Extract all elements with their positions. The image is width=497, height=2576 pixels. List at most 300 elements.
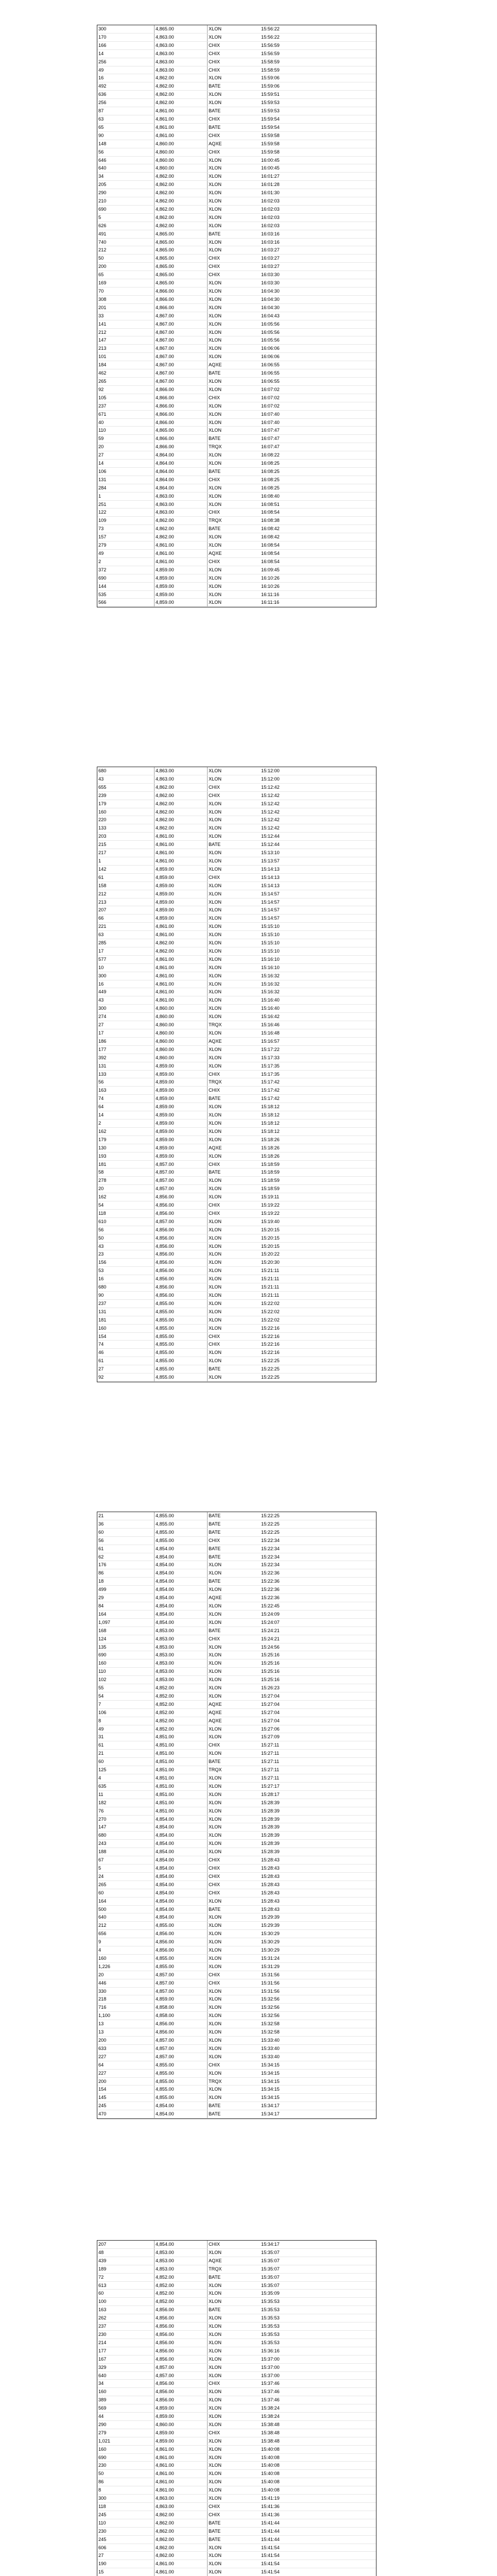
volume-cell: 221 (97, 923, 155, 931)
table-row (97, 173, 376, 181)
table-row (97, 271, 376, 279)
venue-cell: CHIX (208, 271, 261, 279)
venue-cell: XLON (208, 582, 261, 590)
price-cell: 4,855.00 (155, 1299, 208, 1308)
volume-cell: 646 (97, 156, 155, 164)
venue-cell: XLON (208, 402, 261, 410)
time-cell: 15:14:13 (260, 873, 376, 882)
volume-cell: 60 (97, 2290, 155, 2298)
table-row (97, 955, 376, 963)
venue-cell: CHIX (208, 783, 261, 791)
table-row (97, 550, 376, 558)
price-cell: 4,859.00 (155, 1144, 208, 1152)
table-row (97, 509, 376, 517)
volume-cell: 60 (97, 1758, 155, 1766)
price-cell: 4,854.00 (155, 1880, 208, 1889)
time-cell: 15:35:07 (260, 2257, 376, 2265)
venue-cell: XLON (208, 1259, 261, 1267)
venue-cell: XLON (208, 1610, 261, 1618)
time-cell: 15:28:43 (260, 1897, 376, 1905)
price-cell: 4,855.00 (155, 1922, 208, 1930)
volume-cell: 27 (97, 2552, 155, 2560)
price-cell: 4,859.00 (155, 1078, 208, 1087)
time-cell: 15:41:44 (260, 2527, 376, 2535)
price-cell: 4,862.00 (155, 181, 208, 189)
volume-cell: 118 (97, 2503, 155, 2511)
venue-cell: XLON (208, 824, 261, 833)
volume-cell: 210 (97, 197, 155, 206)
time-cell: 15:22:36 (260, 1586, 376, 1594)
time-cell: 15:34:15 (260, 2069, 376, 2077)
venue-cell: AQXE (208, 361, 261, 369)
trades-table (97, 767, 376, 1382)
price-cell: 4,857.00 (155, 2363, 208, 2371)
venue-cell: XLON (208, 2044, 261, 2053)
table-row (97, 1299, 376, 1308)
time-cell: 15:28:43 (260, 1856, 376, 1865)
price-cell: 4,853.00 (155, 2248, 208, 2257)
table-row (97, 2338, 376, 2347)
table-row (97, 1995, 376, 2004)
volume-cell: 61 (97, 873, 155, 882)
price-cell: 4,859.00 (155, 882, 208, 890)
venue-cell: XLON (208, 1152, 261, 1160)
time-cell: 15:25:16 (260, 1676, 376, 1684)
price-cell: 4,866.00 (155, 402, 208, 410)
price-cell: 4,862.00 (155, 2519, 208, 2527)
venue-cell: XLON (208, 1185, 261, 1193)
price-cell: 4,856.00 (155, 1226, 208, 1234)
time-cell: 15:59:53 (260, 107, 376, 115)
price-cell: 4,861.00 (155, 980, 208, 988)
venue-cell: XLON (208, 890, 261, 898)
price-cell: 4,855.00 (155, 1962, 208, 1971)
time-cell: 15:28:39 (260, 1832, 376, 1840)
volume-cell: 215 (97, 841, 155, 849)
time-cell: 15:27:11 (260, 1741, 376, 1750)
volume-cell: 110 (97, 427, 155, 435)
venue-cell: XLON (208, 988, 261, 996)
venue-cell: XLON (208, 1774, 261, 1783)
volume-cell: 109 (97, 517, 155, 525)
venue-cell: XLON (208, 1930, 261, 1938)
venue-cell: XLON (208, 2086, 261, 2094)
venue-cell: CHIX (208, 115, 261, 123)
venue-cell: XLON (208, 2020, 261, 2028)
price-cell: 4,855.00 (155, 1341, 208, 1349)
venue-cell: XLON (208, 1897, 261, 1905)
venue-cell: BATE (208, 1365, 261, 1374)
time-cell: 16:06:55 (260, 369, 376, 378)
volume-cell: 56 (97, 1536, 155, 1545)
venue-cell: XLON (208, 222, 261, 230)
price-cell: 4,854.00 (155, 1864, 208, 1872)
price-cell: 4,867.00 (155, 345, 208, 353)
volume-cell: 84 (97, 1602, 155, 1610)
time-cell: 15:30:29 (260, 1938, 376, 1946)
venue-cell: XLON (208, 2396, 261, 2404)
venue-cell: XLON (208, 2363, 261, 2371)
venue-cell: XLON (208, 1643, 261, 1651)
table-row (97, 230, 376, 238)
time-cell: 15:37:46 (260, 2380, 376, 2388)
volume-cell: 300 (97, 2495, 155, 2503)
table-row (97, 2519, 376, 2527)
time-cell: 15:20:15 (260, 1242, 376, 1250)
venue-cell: XLON (208, 1659, 261, 1668)
table-row (97, 1250, 376, 1259)
venue-cell: BATE (208, 1520, 261, 1528)
price-cell: 4,866.00 (155, 418, 208, 427)
volume-cell: 218 (97, 1995, 155, 2004)
time-cell: 16:03:30 (260, 279, 376, 287)
table-row (97, 1872, 376, 1880)
table-row (97, 2248, 376, 2257)
venue-cell: XLON (208, 1234, 261, 1242)
time-cell: 15:16:42 (260, 1013, 376, 1021)
price-cell: 4,862.00 (155, 824, 208, 833)
trades-table (97, 1512, 376, 2119)
table-row (97, 1733, 376, 1741)
price-cell: 4,859.00 (155, 1119, 208, 1127)
time-cell: 15:37:46 (260, 2388, 376, 2396)
trade-table-block-1 (97, 25, 376, 607)
volume-cell: 610 (97, 1217, 155, 1226)
price-cell: 4,857.00 (155, 1987, 208, 1995)
table-row (97, 2396, 376, 2404)
table-row (97, 2568, 376, 2576)
venue-cell: CHIX (208, 2241, 261, 2248)
time-cell: 15:31:56 (260, 1979, 376, 1987)
time-cell: 16:02:03 (260, 197, 376, 206)
volume-cell: 74 (97, 1341, 155, 1349)
time-cell: 15:18:26 (260, 1152, 376, 1160)
time-cell: 15:38:48 (260, 2429, 376, 2437)
table-row (97, 1242, 376, 1250)
price-cell: 4,856.00 (155, 1250, 208, 1259)
volume-cell: 58 (97, 1168, 155, 1177)
venue-cell: XLON (208, 2495, 261, 2503)
price-cell: 4,861.00 (155, 2568, 208, 2576)
table-row (97, 2044, 376, 2053)
time-cell: 15:25:16 (260, 1659, 376, 1668)
table-row (97, 402, 376, 410)
table-row (97, 2330, 376, 2338)
time-cell: 16:03:27 (260, 246, 376, 255)
volume-cell: 9 (97, 1938, 155, 1946)
price-cell: 4,859.00 (155, 1111, 208, 1120)
time-cell: 15:12:42 (260, 824, 376, 833)
price-cell: 4,854.00 (155, 1905, 208, 1913)
time-cell: 15:18:12 (260, 1119, 376, 1127)
volume-cell: 716 (97, 2004, 155, 2012)
time-cell: 15:32:58 (260, 2028, 376, 2037)
table-row (97, 2420, 376, 2429)
venue-cell: XLON (208, 2544, 261, 2552)
time-cell: 15:22:02 (260, 1308, 376, 1316)
price-cell: 4,861.00 (155, 841, 208, 849)
volume-cell: 7 (97, 1700, 155, 1708)
venue-cell: CHIX (208, 873, 261, 882)
table-row (97, 2020, 376, 2028)
price-cell: 4,862.00 (155, 222, 208, 230)
time-cell: 16:07:47 (260, 443, 376, 451)
volume-cell: 274 (97, 1013, 155, 1021)
table-row (97, 923, 376, 931)
volume-cell: 60 (97, 1889, 155, 1897)
venue-cell: CHIX (208, 148, 261, 156)
venue-cell: BATE (208, 2527, 261, 2535)
price-cell: 4,856.00 (155, 2028, 208, 2037)
time-cell: 15:27:09 (260, 1733, 376, 1741)
venue-cell: XLON (208, 2404, 261, 2413)
volume-cell: 470 (97, 2110, 155, 2119)
volume-cell: 227 (97, 2069, 155, 2077)
price-cell: 4,854.00 (155, 1889, 208, 1897)
time-cell: 16:05:56 (260, 320, 376, 328)
table-row (97, 1168, 376, 1177)
price-cell: 4,863.00 (155, 33, 208, 41)
volume-cell: 56 (97, 1078, 155, 1087)
venue-cell: XLON (208, 287, 261, 296)
venue-cell: XLON (208, 1013, 261, 1021)
volume-cell: 207 (97, 906, 155, 914)
table-row (97, 1267, 376, 1275)
time-cell: 15:22:16 (260, 1349, 376, 1357)
table-row (97, 808, 376, 816)
venue-cell: BATE (208, 1758, 261, 1766)
volume-cell: 162 (97, 1193, 155, 1201)
price-cell: 4,855.00 (155, 2094, 208, 2102)
table-row (97, 963, 376, 972)
table-row (97, 213, 376, 222)
time-cell: 15:20:15 (260, 1234, 376, 1242)
venue-cell: XLON (208, 1725, 261, 1733)
price-cell: 4,859.00 (155, 873, 208, 882)
time-cell: 15:12:00 (260, 775, 376, 783)
table-row (97, 1185, 376, 1193)
venue-cell: CHIX (208, 1536, 261, 1545)
price-cell: 4,857.00 (155, 1979, 208, 1987)
venue-cell: XLON (208, 1193, 261, 1201)
time-cell: 15:18:12 (260, 1127, 376, 1136)
volume-cell: 164 (97, 1610, 155, 1618)
volume-cell: 569 (97, 2404, 155, 2413)
venue-cell: AQXE (208, 1717, 261, 1725)
time-cell: 15:29:39 (260, 1913, 376, 1922)
venue-cell: BATE (208, 841, 261, 849)
price-cell: 4,853.00 (155, 1643, 208, 1651)
volume-cell: 330 (97, 1987, 155, 1995)
price-cell: 4,865.00 (155, 427, 208, 435)
venue-cell: TRQX (208, 1766, 261, 1774)
venue-cell: BATE (208, 2535, 261, 2544)
time-cell: 15:41:44 (260, 2535, 376, 2544)
price-cell: 4,853.00 (155, 1626, 208, 1635)
price-cell: 4,861.00 (155, 996, 208, 1005)
price-cell: 4,854.00 (155, 1618, 208, 1626)
price-cell: 4,862.00 (155, 2527, 208, 2535)
venue-cell: BATE (208, 1168, 261, 1177)
table-row (97, 1365, 376, 1374)
table-row (97, 841, 376, 849)
venue-cell: AQXE (208, 1144, 261, 1152)
price-cell: 4,860.00 (155, 1037, 208, 1045)
venue-cell: CHIX (208, 476, 261, 484)
table-row (97, 1095, 376, 1103)
venue-cell: BATE (208, 467, 261, 476)
table-row (97, 1037, 376, 1045)
table-row (97, 1569, 376, 1578)
volume-cell: 133 (97, 1070, 155, 1078)
time-cell: 15:27:11 (260, 1774, 376, 1783)
volume-cell: 64 (97, 1103, 155, 1111)
price-cell: 4,862.00 (155, 2544, 208, 2552)
volume-cell: 740 (97, 238, 155, 246)
venue-cell: XLON (208, 238, 261, 246)
price-cell: 4,862.00 (155, 816, 208, 824)
price-cell: 4,851.00 (155, 1782, 208, 1790)
venue-cell: XLON (208, 2004, 261, 2012)
venue-cell: XLON (208, 320, 261, 328)
time-cell: 15:18:26 (260, 1144, 376, 1152)
volume-cell: 14 (97, 1111, 155, 1120)
table-row (97, 2380, 376, 2388)
time-cell: 15:14:57 (260, 906, 376, 914)
table-row (97, 1905, 376, 1913)
price-cell: 4,860.00 (155, 164, 208, 173)
volume-cell: 577 (97, 955, 155, 963)
time-cell: 15:12:42 (260, 800, 376, 808)
table-row (97, 353, 376, 361)
price-cell: 4,856.00 (155, 2330, 208, 2338)
table-row (97, 156, 376, 164)
table-row (97, 1308, 376, 1316)
table-row (97, 525, 376, 533)
price-cell: 4,863.00 (155, 492, 208, 500)
table-row (97, 1913, 376, 1922)
table-row (97, 1668, 376, 1676)
volume-cell: 251 (97, 500, 155, 509)
time-cell: 15:12:42 (260, 791, 376, 800)
venue-cell: XLON (208, 1832, 261, 1840)
volume-cell: 142 (97, 865, 155, 873)
volume-cell: 125 (97, 1766, 155, 1774)
price-cell: 4,856.00 (155, 2020, 208, 2028)
volume-cell: 492 (97, 82, 155, 91)
table-row (97, 1987, 376, 1995)
price-cell: 4,856.00 (155, 2314, 208, 2323)
price-cell: 4,861.00 (155, 2453, 208, 2462)
venue-cell: XLON (208, 767, 261, 775)
volume-cell: 256 (97, 58, 155, 66)
venue-cell: XLON (208, 963, 261, 972)
time-cell: 15:28:17 (260, 1790, 376, 1799)
price-cell: 4,866.00 (155, 303, 208, 312)
time-cell: 15:56:22 (260, 33, 376, 41)
price-cell: 4,856.00 (155, 2338, 208, 2347)
table-row (97, 783, 376, 791)
time-cell: 15:37:46 (260, 2396, 376, 2404)
volume-cell: 230 (97, 2527, 155, 2535)
time-cell: 16:10:26 (260, 574, 376, 582)
volume-cell: 179 (97, 1136, 155, 1144)
time-cell: 16:04:30 (260, 303, 376, 312)
table-row (97, 1790, 376, 1799)
price-cell: 4,853.00 (155, 1668, 208, 1676)
time-cell: 16:00:45 (260, 164, 376, 173)
price-cell: 4,867.00 (155, 320, 208, 328)
time-cell: 16:05:56 (260, 328, 376, 336)
volume-cell: 1,021 (97, 2437, 155, 2445)
volume-cell: 300 (97, 25, 155, 33)
volume-cell: 162 (97, 1127, 155, 1136)
price-cell: 4,855.00 (155, 1374, 208, 1382)
venue-cell: XLON (208, 808, 261, 816)
volume-cell: 680 (97, 767, 155, 775)
table-row (97, 1349, 376, 1357)
volume-cell: 72 (97, 2273, 155, 2281)
venue-cell: XLON (208, 2445, 261, 2453)
price-cell: 4,861.00 (155, 131, 208, 140)
table-row (97, 2437, 376, 2445)
venue-cell: XLON (208, 189, 261, 197)
volume-cell: 21 (97, 1512, 155, 1520)
time-cell: 15:41:19 (260, 2495, 376, 2503)
price-cell: 4,855.00 (155, 2061, 208, 2069)
time-cell: 16:02:03 (260, 205, 376, 213)
volume-cell: 131 (97, 1062, 155, 1070)
table-row (97, 517, 376, 525)
trade-table-block-2 (97, 767, 376, 1382)
price-cell: 4,864.00 (155, 451, 208, 460)
venue-cell: XLON (208, 533, 261, 541)
price-cell: 4,862.00 (155, 2511, 208, 2519)
volume-cell: 214 (97, 2338, 155, 2347)
volume-cell: 10 (97, 963, 155, 972)
table-row (97, 418, 376, 427)
venue-cell: BATE (208, 1626, 261, 1635)
price-cell: 4,863.00 (155, 66, 208, 74)
time-cell: 15:27:11 (260, 1758, 376, 1766)
table-row (97, 898, 376, 906)
volume-cell: 237 (97, 402, 155, 410)
price-cell: 4,862.00 (155, 205, 208, 213)
venue-cell: AQXE (208, 1594, 261, 1602)
table-row (97, 1766, 376, 1774)
price-cell: 4,864.00 (155, 460, 208, 468)
time-cell: 15:27:04 (260, 1708, 376, 1717)
time-cell: 16:05:56 (260, 336, 376, 345)
time-cell: 15:22:36 (260, 1594, 376, 1602)
time-cell: 15:16:32 (260, 980, 376, 988)
venue-cell: BATE (208, 2102, 261, 2110)
venue-cell: XLON (208, 980, 261, 988)
time-cell: 15:27:04 (260, 1700, 376, 1708)
volume-cell: 33 (97, 312, 155, 320)
price-cell: 4,861.00 (155, 107, 208, 115)
table-row (97, 2323, 376, 2331)
time-cell: 16:02:03 (260, 213, 376, 222)
price-cell: 4,851.00 (155, 1741, 208, 1750)
table-row (97, 1930, 376, 1938)
table-row (97, 2445, 376, 2453)
time-cell: 15:30:29 (260, 1946, 376, 1955)
price-cell: 4,856.00 (155, 2347, 208, 2355)
volume-cell: 690 (97, 2453, 155, 2462)
table-row (97, 972, 376, 980)
table-row (97, 2110, 376, 2119)
